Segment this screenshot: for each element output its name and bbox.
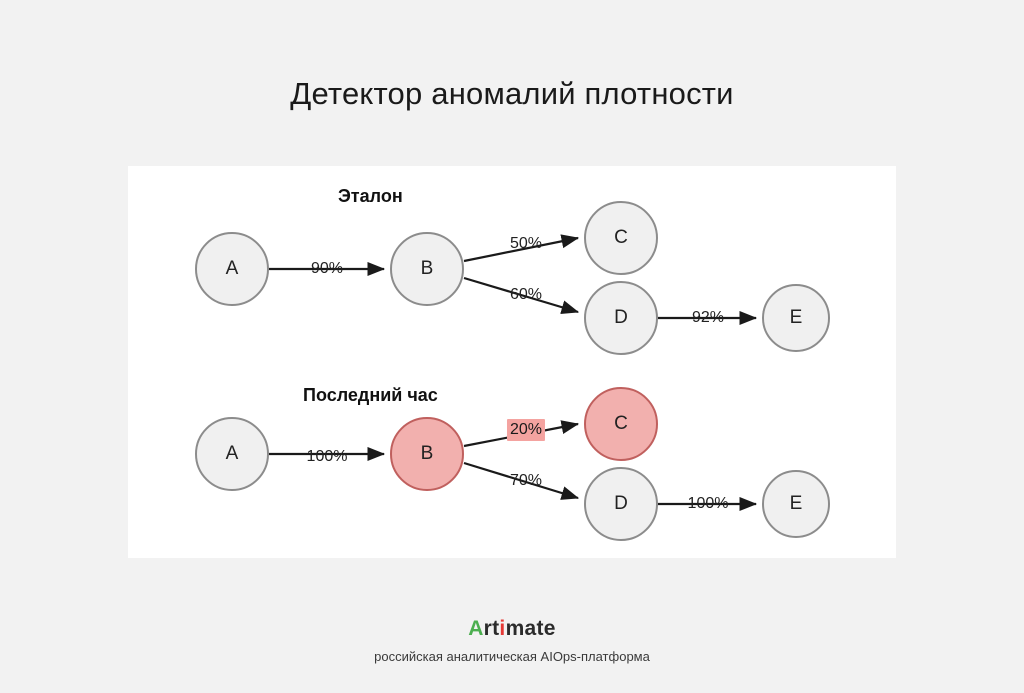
edge-label-b-d-reference: 60%: [509, 286, 543, 303]
node-e-reference: E: [789, 307, 803, 328]
brand-letters-rt: rt: [483, 617, 500, 640]
edge-label-d-e-last-hour: 100%: [687, 495, 729, 512]
footer-brand: [0, 617, 1024, 664]
node-a-last-hour: A: [225, 443, 239, 464]
node-b-reference: B: [420, 258, 434, 279]
edge-label-a-b-reference: 90%: [310, 260, 344, 277]
brand-letters-mate: mate: [505, 617, 556, 640]
nodes-reference: [196, 202, 829, 354]
diagram-card: [128, 166, 896, 558]
brand-name: [0, 617, 1024, 641]
brand-letter-a: A: [468, 617, 484, 640]
section-label-reference: Эталон: [338, 186, 403, 206]
node-c-last-hour: C: [614, 413, 628, 434]
edge-label-d-e-reference: 92%: [691, 309, 725, 326]
node-c-reference: C: [614, 227, 628, 248]
edge-label-b-d-last-hour: 70%: [509, 472, 543, 489]
section-label-last-hour: Последний час: [303, 385, 438, 405]
page-title: Детектор аномалий плотности: [290, 76, 734, 111]
brand-tagline: российская аналитическая AIOps-платформа: [374, 649, 650, 664]
edge-label-b-c-last-hour-anomaly: 20%: [507, 419, 545, 441]
node-e-last-hour: E: [789, 493, 803, 514]
node-b-last-hour: B: [420, 443, 434, 464]
edge-label-a-b-last-hour: 100%: [306, 448, 348, 465]
diagram-svg: [128, 166, 896, 558]
node-d-reference: D: [614, 307, 628, 328]
nodes-last-hour: [196, 388, 829, 540]
edge-label-b-c-reference: 50%: [509, 235, 543, 252]
node-a-reference: A: [225, 258, 239, 279]
node-d-last-hour: D: [614, 493, 628, 514]
brand-letter-i: i: [499, 617, 506, 640]
